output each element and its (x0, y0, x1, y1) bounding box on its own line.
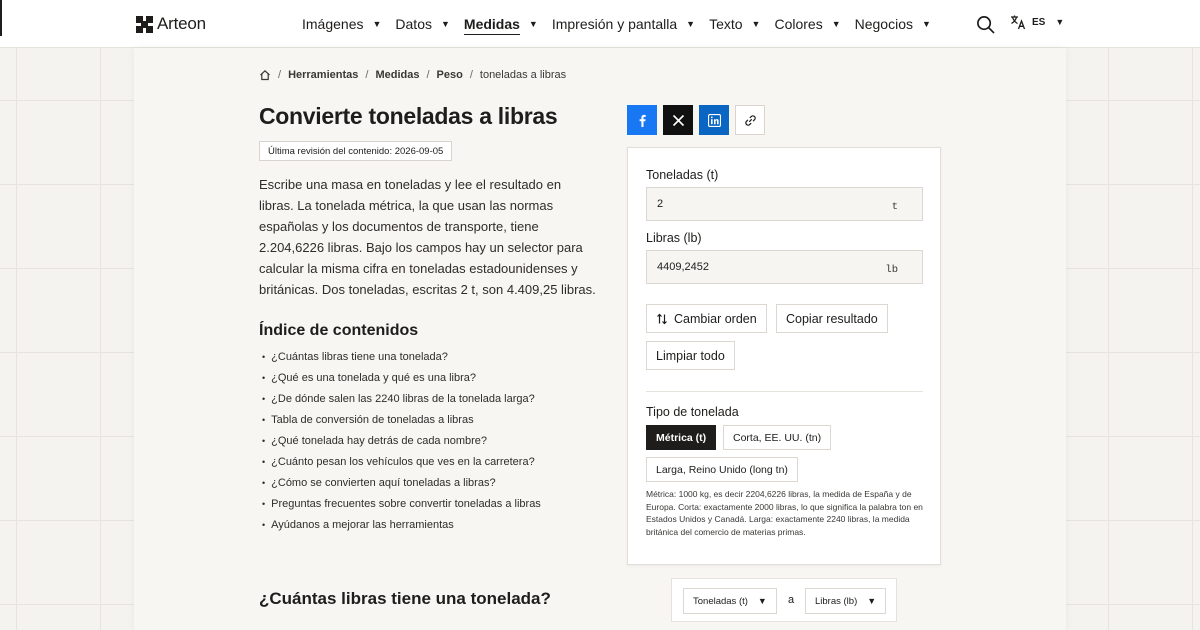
chevron-down-icon: ▼ (757, 596, 767, 606)
breadcrumb-current: toneladas a libras (479, 69, 567, 81)
pounds-unit: lb (885, 263, 898, 276)
brand-name: Arteon (157, 14, 206, 33)
nav-item-impresion-y-pantalla[interactable] (552, 16, 695, 32)
chevron-down-icon: ▼ (1055, 17, 1065, 27)
section-heading: ¿Cuántas libras tiene una tonelada? (259, 589, 551, 608)
table-of-contents (262, 347, 541, 536)
pounds-field[interactable] (646, 250, 923, 284)
window-edge (0, 0, 2, 36)
toc-item[interactable]: • Ayúdanos a mejorar las herramientas (262, 515, 541, 536)
toc-item[interactable]: • ¿Cuánto pesan los vehículos que ves en la carretera? (262, 452, 541, 473)
tons-field-label: Toneladas (t) (646, 168, 719, 182)
chevron-down-icon: ▼ (831, 19, 841, 29)
breadcrumb-item-peso[interactable]: Peso (436, 69, 463, 81)
main-navigation (302, 0, 945, 48)
toc-title: Índice de contenidos (259, 322, 419, 339)
share-x-button[interactable] (663, 105, 693, 135)
ton-type-long[interactable]: Larga, Reino Unido (long tn) (646, 457, 798, 482)
toc-item[interactable]: • ¿Cómo se convierten aquí toneladas a libras? (262, 473, 541, 494)
swap-order-label: Cambiar orden (674, 311, 757, 326)
brand-logo[interactable] (136, 14, 206, 34)
language-selector[interactable] (1010, 14, 1064, 30)
chevron-down-icon: ▼ (686, 19, 696, 29)
nav-label: Texto (709, 16, 743, 32)
breadcrumb-item-herramientas[interactable]: Herramientas (288, 69, 359, 81)
pounds-field-label: Libras (lb) (646, 231, 702, 245)
breadcrumb (259, 69, 566, 81)
nav-item-medidas[interactable] (464, 13, 538, 35)
nav-label: Colores (774, 16, 823, 32)
linkedin-icon (708, 114, 721, 127)
nav-label: Impresión y pantalla (551, 16, 678, 32)
tons-field[interactable] (646, 187, 923, 221)
tons-unit: t (891, 200, 898, 213)
page-title: Convierte toneladas a libras (259, 103, 558, 129)
copy-link-button[interactable] (735, 105, 765, 135)
nav-label: Imágenes (302, 16, 364, 32)
tons-input[interactable] (657, 198, 857, 210)
x-icon (672, 114, 685, 127)
breadcrumb-separator: / (365, 69, 369, 81)
chevron-down-icon: ▼ (751, 19, 761, 29)
toc-item[interactable]: • ¿Qué tonelada hay detrás de cada nombre? (262, 431, 541, 452)
swap-order-button[interactable] (646, 304, 767, 333)
translate-icon (1010, 14, 1026, 30)
nav-label: Negocios (854, 16, 913, 32)
nav-item-imagenes[interactable] (302, 16, 381, 32)
connector-text: a (788, 594, 795, 606)
share-buttons (627, 105, 765, 135)
converter-card (627, 147, 941, 565)
from-unit-select[interactable] (683, 588, 777, 614)
chevron-down-icon: ▼ (922, 19, 931, 29)
revision-badge: Última revisión del contenido: 2026-09-05 (259, 141, 452, 161)
facebook-icon (636, 114, 649, 127)
nav-item-negocios[interactable] (855, 16, 931, 32)
ton-type-label: Tipo de tonelada (646, 405, 739, 419)
toc-item[interactable]: • Preguntas frecuentes sobre convertir toneladas a libras (262, 494, 541, 515)
share-linkedin-button[interactable] (699, 105, 729, 135)
breadcrumb-separator: / (426, 69, 430, 81)
search-icon[interactable] (976, 15, 995, 34)
toc-item[interactable]: • Tabla de conversión de toneladas a libras (262, 410, 541, 431)
nav-label: Datos (395, 16, 432, 32)
swap-icon (656, 313, 668, 325)
to-unit-select[interactable] (805, 588, 886, 614)
nav-label: Medidas (464, 16, 520, 35)
arteon-logo-icon (136, 16, 153, 33)
copy-result-button[interactable]: Copiar resultado (776, 304, 888, 333)
nav-item-texto[interactable] (709, 16, 760, 32)
toc-item[interactable]: • ¿Cuántas libras tiene una tonelada? (262, 347, 541, 368)
home-icon[interactable] (259, 69, 271, 81)
intro-paragraph: Escribe una masa en toneladas y lee el resultado en libras. La tonelada métrica, la que usan las normas españolas y los documentos de transporte, tiene 2.204,6226 libras. Bajo los campos hay un selector para calcular la misma cifra en toneladas estadounidenses y británicas. Dos toneladas, escritas 2 t, son 4.409,25 libras. (259, 177, 596, 297)
chevron-down-icon: ▼ (372, 19, 382, 29)
top-navigation-bar (0, 0, 1200, 48)
chevron-down-icon: ▼ (867, 596, 877, 606)
unit-selector-bar (671, 578, 897, 622)
share-facebook-button[interactable] (627, 105, 657, 135)
ton-type-metric[interactable]: Métrica (t) (646, 425, 716, 450)
to-unit-value: Libras (lb) (815, 595, 858, 607)
language-code: ES (1032, 16, 1046, 28)
nav-item-datos[interactable] (395, 16, 450, 32)
divider (646, 391, 923, 392)
link-icon (744, 114, 757, 127)
chevron-down-icon: ▼ (440, 19, 450, 29)
toc-item[interactable]: • ¿Qué es una tonelada y qué es una libra? (262, 368, 541, 389)
clear-all-button[interactable]: Limpiar todo (646, 341, 735, 370)
from-unit-value: Toneladas (t) (693, 595, 748, 607)
pounds-input[interactable] (657, 261, 857, 273)
breadcrumb-separator: / (469, 69, 473, 81)
chevron-down-icon: ▼ (528, 19, 538, 29)
breadcrumb-separator: / (278, 69, 282, 81)
nav-item-colores[interactable] (774, 16, 840, 32)
breadcrumb-item-medidas[interactable]: Medidas (375, 69, 420, 81)
toc-item[interactable]: • ¿De dónde salen las 2240 libras de la tonelada larga? (262, 389, 541, 410)
ton-type-short[interactable]: Corta, EE. UU. (tn) (723, 425, 831, 450)
ton-type-note: Métrica: 1000 kg, es decir 2204,6226 libras, la medida de España y de Europa. Corta: exactamente 2000 libras, lo que significa la palabra ton en Estados Unidos y Canadá. Larga: exactamente 2240 libras, la medida británica del comercio de materias primas. (646, 489, 923, 537)
